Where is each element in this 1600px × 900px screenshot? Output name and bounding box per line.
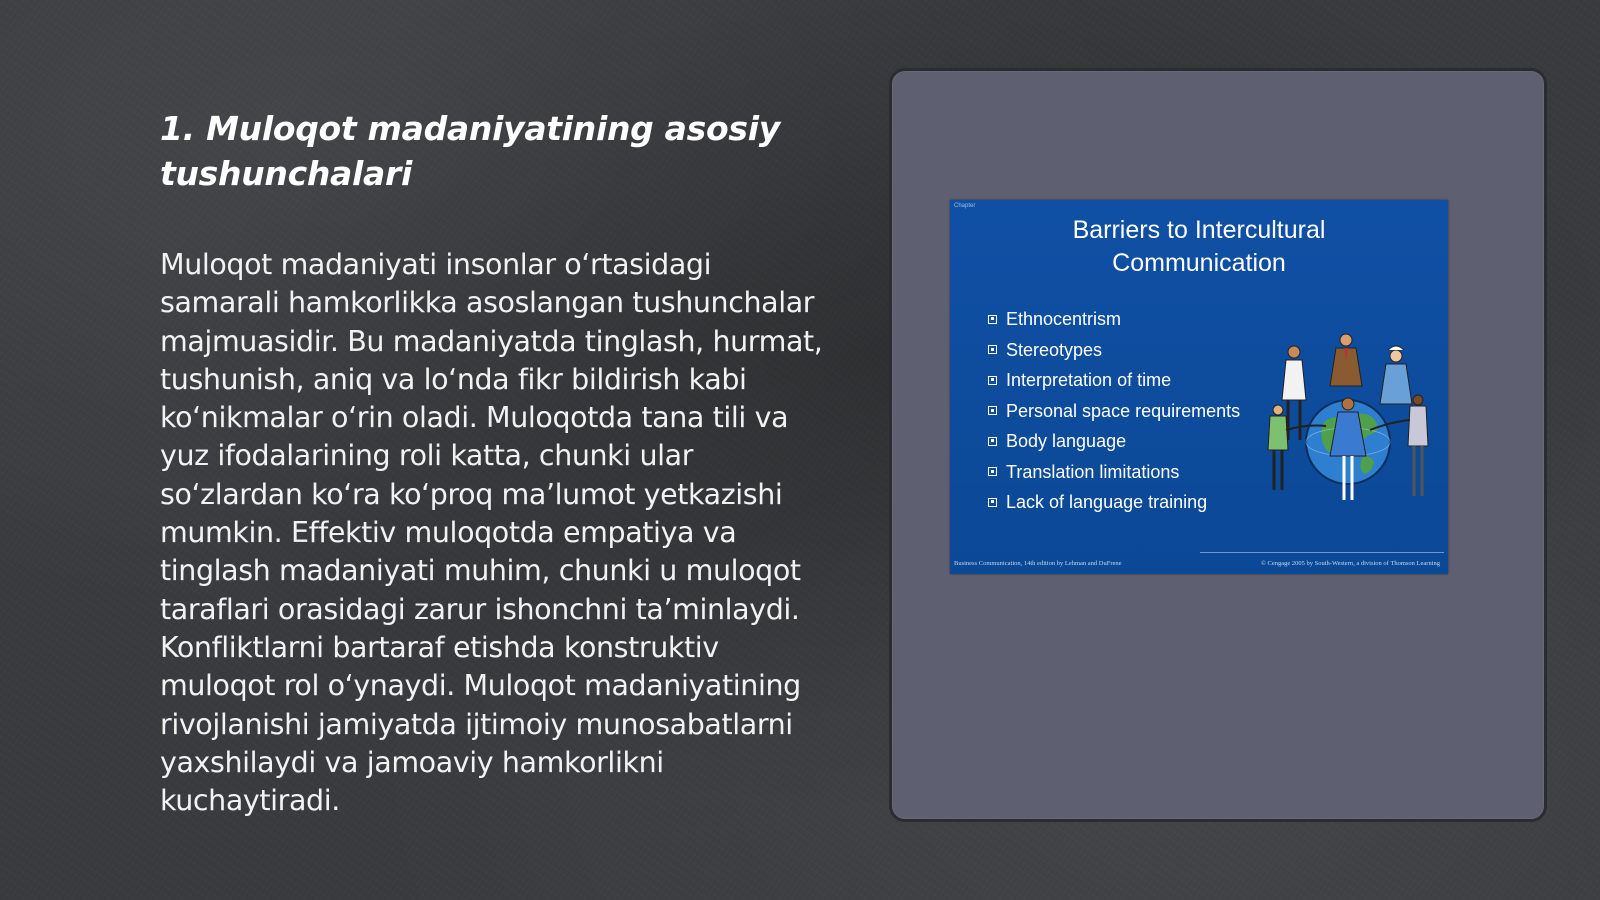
bullet-item: [988, 365, 1240, 396]
embedded-slide-footer-right: © Cengage 2005 by South-Western, a division of Thomson Learning: [1260, 560, 1440, 567]
bullet-item: [988, 457, 1240, 488]
bullet-text: Body language: [1006, 431, 1127, 451]
embedded-slide-footer-left: Business Communication, 14th edition by Lehman and DuFrene: [954, 560, 1122, 567]
embedded-slide-tag: Chapter: [954, 203, 976, 209]
bullet-text: Ethnocentrism: [1006, 309, 1122, 329]
bullet-item: [988, 426, 1240, 457]
square-bullet-icon: [988, 345, 997, 354]
square-bullet-icon: [988, 498, 997, 507]
square-bullet-icon: [988, 376, 997, 385]
embedded-slide-bullet-list: [988, 304, 1240, 518]
slide-title: 1. Muloqot madaniyatining asosiy tushunchalari: [160, 109, 780, 193]
bullet-text: Interpretation of time: [1006, 370, 1172, 390]
square-bullet-icon: [988, 315, 997, 324]
square-bullet-icon: [988, 467, 997, 476]
square-bullet-icon: [988, 437, 997, 446]
bullet-text: Stereotypes: [1006, 339, 1103, 360]
bullet-text: Translation limitations: [1006, 461, 1180, 482]
embedded-slide-title: [950, 214, 1448, 280]
embedded-slide-title-line-2: Communication: [1112, 249, 1286, 277]
square-bullet-icon: [988, 406, 997, 415]
bullet-text: Lack of language training: [1006, 492, 1208, 512]
bullet-item: [988, 487, 1240, 518]
embedded-slide-image: [950, 200, 1448, 574]
bullet-item: [988, 304, 1240, 335]
bullet-item: [988, 335, 1240, 366]
embedded-slide-footer-divider: [1200, 552, 1444, 553]
embedded-slide-title-line-1: Barriers to Intercultural: [1072, 216, 1326, 244]
bullet-text: Personal space requirements: [1006, 400, 1241, 421]
slide-body-text: Muloqot madaniyati insonlar o‘rtasidagi samarali hamkorlikka asoslangan tushunchalar majmuasidir. Bu madaniyatda tinglash, hurmat, tushunish, aniq va lo‘nda fikr bildirish kabi ko‘nikmalar o‘rin oladi. Muloqotda tana tili va yuz ifodalarining roli katta, chunki ular so‘zlardan ko‘ra ko‘proq ma’lumot yetkazishi mumkin. Effektiv muloqotda empatiya va tinglash madaniyati muhim, chunki u muloqot taraflari orasidagi zarur ishonchni ta’minlaydi. Konfliktlarni bartaraf etishda konstruktiv muloqot rol o‘ynaydi. Muloqot madaniyatining rivojlanishi jamiyatda ijtimoiy munosabatlarni yaxshilaydi va jamoaviy hamkorlikni kuchaytiradi.: [160, 248, 823, 818]
people-around-globe-icon: [1266, 330, 1431, 515]
bullet-item: [988, 396, 1240, 427]
